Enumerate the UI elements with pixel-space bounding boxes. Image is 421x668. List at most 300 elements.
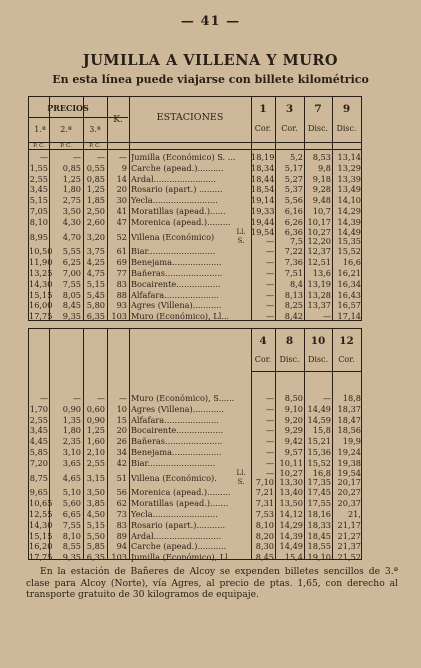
price-cell: 7,55 bbox=[62, 278, 81, 289]
price-cell: 14,30 bbox=[29, 519, 53, 530]
price-cell: 4,75 bbox=[86, 268, 105, 278]
km-cell: 41 bbox=[116, 206, 127, 216]
pc-label-3: P. C. bbox=[89, 143, 101, 149]
price-cell: 1,55 bbox=[29, 162, 48, 173]
price-cell: 5,15 bbox=[29, 195, 48, 206]
time-cell: 12,37 bbox=[307, 246, 331, 257]
time-cell: 18,34 bbox=[251, 162, 275, 173]
price-cell: — bbox=[72, 393, 81, 403]
station-name: Carche (apead.)........... bbox=[131, 541, 227, 552]
time-cell: 17,55 bbox=[307, 498, 331, 509]
price-cell: 17,75 bbox=[29, 311, 53, 322]
price-cell: 1,70 bbox=[29, 403, 48, 414]
price-cell: 1,35 bbox=[62, 414, 81, 425]
time-cell: 9,20 bbox=[284, 414, 303, 425]
page-subtitle: En esta línea puede viajarse con billete kilométrico bbox=[52, 73, 369, 86]
price-cell: 3,50 bbox=[86, 487, 105, 498]
time-cell: 15,4 bbox=[284, 552, 303, 563]
km-cell: 93 bbox=[116, 300, 127, 311]
precios-header: PRECIOS bbox=[47, 103, 89, 113]
price-cell: 7,05 bbox=[29, 206, 48, 216]
time-cell: 16,6 bbox=[342, 257, 361, 268]
time-cell: 8,42 bbox=[284, 311, 303, 322]
time-cell: 9,8 bbox=[317, 162, 331, 173]
price-cell: 12,55 bbox=[29, 509, 53, 519]
price-cell: 5,15 bbox=[86, 278, 105, 289]
time-cell: 7,53 bbox=[255, 509, 274, 519]
station-arrival-departure: Ll. S. bbox=[236, 227, 246, 245]
time-cell: 13,37 bbox=[307, 300, 331, 311]
station-name: Villena (Económico). bbox=[131, 472, 217, 483]
time-cell: 8,45 bbox=[255, 552, 274, 563]
price-cell: 1,60 bbox=[86, 436, 105, 447]
station-name: Alfafara..................... bbox=[131, 414, 219, 425]
station-name: Moratillas (apead.)...... bbox=[131, 206, 226, 216]
time-cell: 19,44 bbox=[251, 216, 275, 227]
time-cell: 16,57 bbox=[337, 300, 361, 311]
k-header: K. bbox=[113, 115, 123, 125]
price-cell: — bbox=[96, 393, 105, 403]
time-cell: 18,37 bbox=[337, 403, 361, 414]
time-cell: 21,52 bbox=[337, 552, 361, 563]
price-cell: 0,85 bbox=[86, 173, 105, 184]
price-cell: 2,75 bbox=[62, 195, 81, 206]
time-cell: 6,26 bbox=[284, 216, 303, 227]
time-cell: 18,8 bbox=[342, 393, 361, 403]
time-cell: 14,39 bbox=[337, 216, 361, 227]
time-cell: — bbox=[265, 268, 274, 278]
train-type: Disc. bbox=[279, 355, 300, 364]
station-name: Yecla......................... bbox=[131, 195, 218, 206]
time-cell: 13,39 bbox=[337, 173, 361, 184]
time-cell: 18,47 bbox=[337, 414, 361, 425]
station-name: Jumilla (Económico), Ll. bbox=[131, 552, 231, 563]
time-cell: 10,27 12,20 bbox=[307, 226, 331, 247]
km-cell: 10 bbox=[116, 403, 127, 414]
price-cell: 3,45 bbox=[29, 184, 48, 195]
time-cell: 16,21 bbox=[337, 268, 361, 278]
time-cell: 8,4 bbox=[289, 278, 303, 289]
time-cell: 21,27 bbox=[337, 530, 361, 541]
price-cell: 4,45 bbox=[29, 436, 48, 447]
station-name: Muro (Económico), S...... bbox=[131, 393, 235, 403]
km-cell: 73 bbox=[116, 509, 127, 519]
price-cell: 2,55 bbox=[29, 414, 48, 425]
price-cell: 2,35 bbox=[62, 436, 81, 447]
train-type: Cor. bbox=[338, 355, 355, 364]
timetable-muro-to-jumilla bbox=[28, 328, 362, 563]
time-cell: 13,40 bbox=[279, 487, 303, 498]
time-cell: 10,17 bbox=[307, 216, 331, 227]
price-cell: 0,55 bbox=[86, 162, 105, 173]
price-cell: 8,95 bbox=[29, 231, 48, 242]
price-cell: 8,75 bbox=[29, 472, 48, 483]
time-cell: — bbox=[265, 278, 274, 289]
price-cell: 9,65 bbox=[29, 487, 48, 498]
time-cell: — bbox=[265, 393, 274, 403]
price-cell: 10,50 bbox=[29, 246, 53, 257]
time-cell: 18,44 bbox=[251, 173, 275, 184]
price-cell: 3,85 bbox=[86, 498, 105, 509]
footnote-text: En la estación de Bañeres de Alcoy se expenden billetes sencillos de 3.ª clase para Alcoy (Norte), vía Agres, al precio de ptas. 1,65, con derecho al transporte gratuito de 30 kilogramos de equipaje. bbox=[26, 566, 398, 600]
time-cell: — bbox=[265, 311, 274, 322]
station-name: Ardal........................ bbox=[131, 173, 217, 184]
time-cell: 20,37 bbox=[337, 498, 361, 509]
time-cell: 7,22 bbox=[284, 246, 303, 257]
km-cell: 89 bbox=[116, 530, 127, 541]
train-type: Cor. bbox=[254, 355, 272, 364]
station-name: Bocairente................. bbox=[131, 278, 221, 289]
station-name: Morenica (apead.)......... bbox=[131, 487, 231, 498]
price-cell: 8,10 bbox=[29, 216, 48, 227]
time-cell: — bbox=[265, 414, 274, 425]
train-number: 1 bbox=[259, 103, 267, 115]
price-cell: 17,75 bbox=[29, 552, 53, 563]
time-cell: 15,52 bbox=[337, 246, 361, 257]
station-name: Carche (apead.).......... bbox=[131, 162, 224, 173]
price-cell: 3,65 bbox=[62, 457, 81, 468]
time-cell: 9,48 bbox=[312, 195, 331, 206]
train-number: 4 bbox=[259, 335, 267, 347]
train-type: Disc. bbox=[307, 124, 329, 133]
time-cell: 14,29 bbox=[279, 519, 303, 530]
class-header-3: 3.ª bbox=[89, 125, 101, 134]
station-arrival-departure: Ll. S. bbox=[236, 468, 246, 486]
price-cell: 1,80 bbox=[62, 425, 81, 436]
time-cell: — bbox=[265, 447, 274, 457]
time-cell: — bbox=[322, 311, 331, 322]
price-cell: 5,60 bbox=[62, 498, 81, 509]
price-cell: 5,80 bbox=[86, 300, 105, 311]
price-cell: 9,35 bbox=[62, 311, 81, 322]
time-cell: 7,21 bbox=[255, 487, 274, 498]
price-cell: 5,85 bbox=[29, 447, 48, 457]
station-name: Villena (Económico) bbox=[131, 231, 215, 242]
time-cell: 10,7 bbox=[312, 206, 331, 216]
km-cell: 83 bbox=[116, 278, 127, 289]
time-cell: 19,14 bbox=[251, 195, 275, 206]
price-cell: 2,10 bbox=[86, 447, 105, 457]
time-cell: 14,12 bbox=[279, 509, 303, 519]
price-cell: 3,15 bbox=[86, 472, 105, 483]
km-cell: — bbox=[118, 152, 127, 162]
pc-label-1: P. C. bbox=[33, 143, 45, 149]
price-cell: 3,45 bbox=[29, 425, 48, 436]
train-type: Disc. bbox=[336, 124, 357, 133]
time-cell: 14,59 bbox=[307, 414, 331, 425]
time-cell: — bbox=[265, 457, 274, 468]
time-cell: 8,30 bbox=[255, 541, 274, 552]
price-cell: 0,60 bbox=[86, 403, 105, 414]
time-cell: 21,17 bbox=[337, 519, 361, 530]
km-cell: 26 bbox=[116, 436, 127, 447]
page-number: — 41 — bbox=[180, 14, 241, 29]
price-cell: 3,20 bbox=[86, 231, 105, 242]
price-cell: 5,85 bbox=[86, 541, 105, 552]
train-type: Disc. bbox=[307, 355, 329, 364]
price-cell: 6,35 bbox=[86, 552, 105, 563]
price-cell: 1,25 bbox=[62, 173, 81, 184]
price-cell: 4,30 bbox=[62, 216, 81, 227]
price-cell: 10,65 bbox=[29, 498, 53, 509]
time-cell: 9,42 bbox=[284, 436, 303, 447]
time-cell: 7,51 bbox=[284, 268, 303, 278]
time-cell: 14,49 15,35 bbox=[337, 226, 361, 247]
price-cell: 7,55 bbox=[62, 519, 81, 530]
time-cell: 19,54 20,17 bbox=[337, 467, 361, 488]
km-cell: 30 bbox=[116, 195, 127, 206]
time-cell: 9,28 bbox=[312, 184, 331, 195]
time-cell: — bbox=[265, 289, 274, 300]
station-name: Agres (Villena)............ bbox=[131, 403, 224, 414]
price-cell: 8,45 bbox=[62, 300, 81, 311]
time-cell: 9,18 bbox=[312, 173, 331, 184]
time-cell: 6,16 bbox=[284, 206, 303, 216]
time-cell: 19,38 bbox=[337, 457, 361, 468]
km-cell: 69 bbox=[116, 257, 127, 268]
time-cell: 19,24 bbox=[337, 447, 361, 457]
train-type: Cor. bbox=[281, 124, 298, 133]
time-cell: 8,53 bbox=[312, 152, 331, 162]
time-cell: 13,14 bbox=[337, 152, 361, 162]
km-cell: 51 bbox=[116, 472, 127, 483]
price-cell: 1,80 bbox=[62, 184, 81, 195]
price-cell: 8,10 bbox=[62, 530, 81, 541]
station-name: Ardal.......................... bbox=[131, 530, 222, 541]
km-cell: 94 bbox=[116, 541, 127, 552]
train-number: 9 bbox=[342, 103, 351, 115]
price-cell: 0,90 bbox=[86, 414, 105, 425]
station-name: Biar.......................... bbox=[131, 457, 216, 468]
time-cell: 15,8 bbox=[312, 425, 331, 436]
price-cell: — bbox=[39, 393, 48, 403]
train-number: 8 bbox=[285, 335, 294, 347]
price-cell: 7,20 bbox=[29, 457, 48, 468]
km-cell: 103 bbox=[111, 552, 127, 563]
time-cell: 20,27 bbox=[337, 487, 361, 498]
km-cell: 20 bbox=[116, 184, 127, 195]
price-cell: 0,90 bbox=[62, 403, 81, 414]
time-cell: 5,2 bbox=[289, 152, 303, 162]
time-cell: 13,49 bbox=[337, 184, 361, 195]
station-name: Alfafara..................... bbox=[131, 289, 219, 300]
price-cell: 5,10 bbox=[62, 487, 81, 498]
time-cell: 14,29 bbox=[337, 206, 361, 216]
km-cell: 62 bbox=[116, 498, 127, 509]
station-name: Bañeras...................... bbox=[131, 436, 223, 447]
time-cell: — bbox=[265, 246, 274, 257]
station-name: Bocairente.................. bbox=[131, 425, 224, 436]
time-cell: 10,11 bbox=[279, 457, 303, 468]
time-cell: 16,34 bbox=[337, 278, 361, 289]
time-cell: 5,56 bbox=[284, 195, 303, 206]
time-cell: 14,49 bbox=[279, 541, 303, 552]
time-cell: 9,10 bbox=[284, 403, 303, 414]
time-cell: 18,54 bbox=[251, 184, 275, 195]
time-cell: 10,27 13,30 bbox=[279, 467, 303, 488]
price-cell: 4,65 bbox=[62, 472, 81, 483]
time-cell: 15,52 bbox=[307, 457, 331, 468]
station-name: Biar.......................... bbox=[131, 246, 216, 257]
time-cell: 17,45 bbox=[307, 487, 331, 498]
price-cell: 2,50 bbox=[86, 206, 105, 216]
time-cell: 8,10 bbox=[255, 519, 274, 530]
price-cell: 3,50 bbox=[62, 206, 81, 216]
price-cell: 6,25 bbox=[62, 257, 81, 268]
price-cell: — bbox=[96, 152, 105, 162]
station-name: Benejama................... bbox=[131, 257, 222, 268]
time-cell: 5,17 bbox=[284, 162, 303, 173]
price-cell: 11,90 bbox=[29, 257, 53, 268]
time-cell: 14,10 bbox=[337, 195, 361, 206]
page-title: JUMILLA A VILLENA Y MURO bbox=[82, 52, 339, 69]
station-name: Rosario (apart.)........... bbox=[131, 519, 226, 530]
time-cell: 17,14 bbox=[337, 311, 361, 322]
km-cell: 42 bbox=[116, 457, 127, 468]
time-cell: 13,29 bbox=[337, 162, 361, 173]
time-cell: 14,39 bbox=[279, 530, 303, 541]
time-cell: 19,10 bbox=[307, 552, 331, 563]
station-name: Rosario (apart.) ......... bbox=[131, 184, 223, 195]
time-cell: 9,57 bbox=[284, 447, 303, 457]
pc-label-2: P. C. bbox=[60, 143, 72, 149]
time-cell: 18,55 bbox=[307, 541, 331, 552]
km-cell: 56 bbox=[116, 487, 127, 498]
time-cell: 12,51 bbox=[307, 257, 331, 268]
price-cell: 16,00 bbox=[29, 300, 53, 311]
time-cell: 15,36 bbox=[307, 447, 331, 457]
price-cell: 13,25 bbox=[29, 268, 53, 278]
time-cell: 21,37 bbox=[337, 541, 361, 552]
train-type: Cor. bbox=[254, 124, 272, 133]
time-cell: 13,28 bbox=[307, 289, 331, 300]
time-cell: 16,8 17,35 bbox=[307, 467, 331, 488]
time-cell: 18,45 bbox=[307, 530, 331, 541]
class-header-1: 1.ª bbox=[34, 125, 46, 134]
time-cell: 8,25 bbox=[284, 300, 303, 311]
station-name: Muro (Económico), Ll... bbox=[131, 311, 230, 322]
km-cell: 88 bbox=[116, 289, 127, 300]
price-cell: 6,35 bbox=[86, 311, 105, 322]
price-cell: 15,15 bbox=[29, 289, 53, 300]
time-cell: 18,56 bbox=[337, 425, 361, 436]
time-cell: 19,33 bbox=[251, 206, 275, 216]
price-cell: 9,35 bbox=[62, 552, 81, 563]
price-cell: 2,55 bbox=[29, 173, 48, 184]
time-cell: 13,6 bbox=[312, 268, 331, 278]
km-cell: 52 bbox=[116, 231, 127, 242]
km-cell: 77 bbox=[116, 268, 127, 278]
time-cell: 18,16 bbox=[307, 509, 331, 519]
time-cell: 8,50 bbox=[284, 393, 303, 403]
price-cell: 5,15 bbox=[86, 519, 105, 530]
km-cell: 83 bbox=[116, 519, 127, 530]
station-name: Jumilla (Económico) S. ... bbox=[131, 152, 236, 162]
price-cell: 5,50 bbox=[86, 530, 105, 541]
price-cell: 2,55 bbox=[86, 457, 105, 468]
time-cell: 5,27 bbox=[284, 173, 303, 184]
price-cell: — bbox=[39, 152, 48, 162]
time-cell: 7,36 bbox=[284, 257, 303, 268]
km-cell: 9 bbox=[121, 162, 127, 173]
time-cell: — bbox=[322, 393, 331, 403]
train-number: 12 bbox=[339, 335, 354, 347]
price-cell: 5,55 bbox=[62, 246, 81, 257]
station-name: Yecla......................... bbox=[131, 509, 218, 519]
km-cell: 61 bbox=[116, 246, 127, 257]
time-cell: 13,50 bbox=[279, 498, 303, 509]
price-cell: 14,30 bbox=[29, 278, 53, 289]
time-cell: 7,31 bbox=[255, 498, 274, 509]
station-name: Morenica (apead.)......... bbox=[131, 216, 231, 227]
estaciones-header: ESTACIONES bbox=[156, 112, 224, 123]
footnote bbox=[26, 566, 398, 601]
price-cell: 2,60 bbox=[86, 216, 105, 227]
km-cell: 15 bbox=[116, 414, 127, 425]
price-cell: 16,20 bbox=[29, 541, 53, 552]
price-cell: 8,05 bbox=[62, 289, 81, 300]
price-cell: 4,70 bbox=[62, 231, 81, 242]
price-cell: 1,25 bbox=[86, 425, 105, 436]
station-name: Agres (Villena)........... bbox=[131, 300, 222, 311]
price-cell: 4,25 bbox=[86, 257, 105, 268]
time-cell: 8,20 bbox=[255, 530, 274, 541]
price-cell: 3,10 bbox=[62, 447, 81, 457]
km-cell: 14 bbox=[116, 173, 127, 184]
price-cell: 8,55 bbox=[62, 541, 81, 552]
time-cell: 18,33 bbox=[307, 519, 331, 530]
price-cell: 0,85 bbox=[62, 162, 81, 173]
time-cell: 9,29 bbox=[284, 425, 303, 436]
train-number: 10 bbox=[310, 335, 326, 347]
time-cell: 21, bbox=[347, 509, 361, 519]
station-name: Bañeras...................... bbox=[131, 268, 223, 278]
timetable-jumilla-to-muro bbox=[28, 96, 362, 321]
time-cell: 15,21 bbox=[307, 436, 331, 447]
time-cell: — bbox=[265, 257, 274, 268]
time-cell: 14,49 bbox=[307, 403, 331, 414]
time-cell: 18,19 bbox=[251, 152, 275, 162]
train-number: 3 bbox=[285, 103, 294, 115]
price-cell: 1,85 bbox=[86, 195, 105, 206]
time-cell: 13,19 bbox=[307, 278, 331, 289]
time-cell: 19,9 bbox=[342, 436, 361, 447]
train-number: 7 bbox=[314, 103, 322, 115]
time-cell: 6,36 7,5 bbox=[284, 226, 303, 247]
time-cell: 5,37 bbox=[284, 184, 303, 195]
class-header-2: 2.ª bbox=[60, 125, 72, 134]
time-cell: — 7,10 bbox=[255, 467, 274, 488]
km-cell: 103 bbox=[111, 311, 127, 322]
price-cell: 5,45 bbox=[86, 289, 105, 300]
km-cell: 47 bbox=[116, 216, 127, 227]
time-cell: 8,13 bbox=[284, 289, 303, 300]
price-cell: 4,50 bbox=[86, 509, 105, 519]
price-cell: — bbox=[72, 152, 81, 162]
km-cell: — bbox=[118, 393, 127, 403]
time-cell: — bbox=[265, 436, 274, 447]
km-cell: 20 bbox=[116, 425, 127, 436]
station-name: Moratillas (apead.)....... bbox=[131, 498, 229, 509]
price-cell: 7,00 bbox=[62, 268, 81, 278]
price-cell: 1,25 bbox=[86, 184, 105, 195]
price-cell: 6,65 bbox=[62, 509, 81, 519]
km-cell: 34 bbox=[116, 447, 127, 457]
price-cell: 15,15 bbox=[29, 530, 53, 541]
time-cell: — bbox=[265, 403, 274, 414]
time-cell: 16,43 bbox=[337, 289, 361, 300]
time-cell: — bbox=[265, 300, 274, 311]
